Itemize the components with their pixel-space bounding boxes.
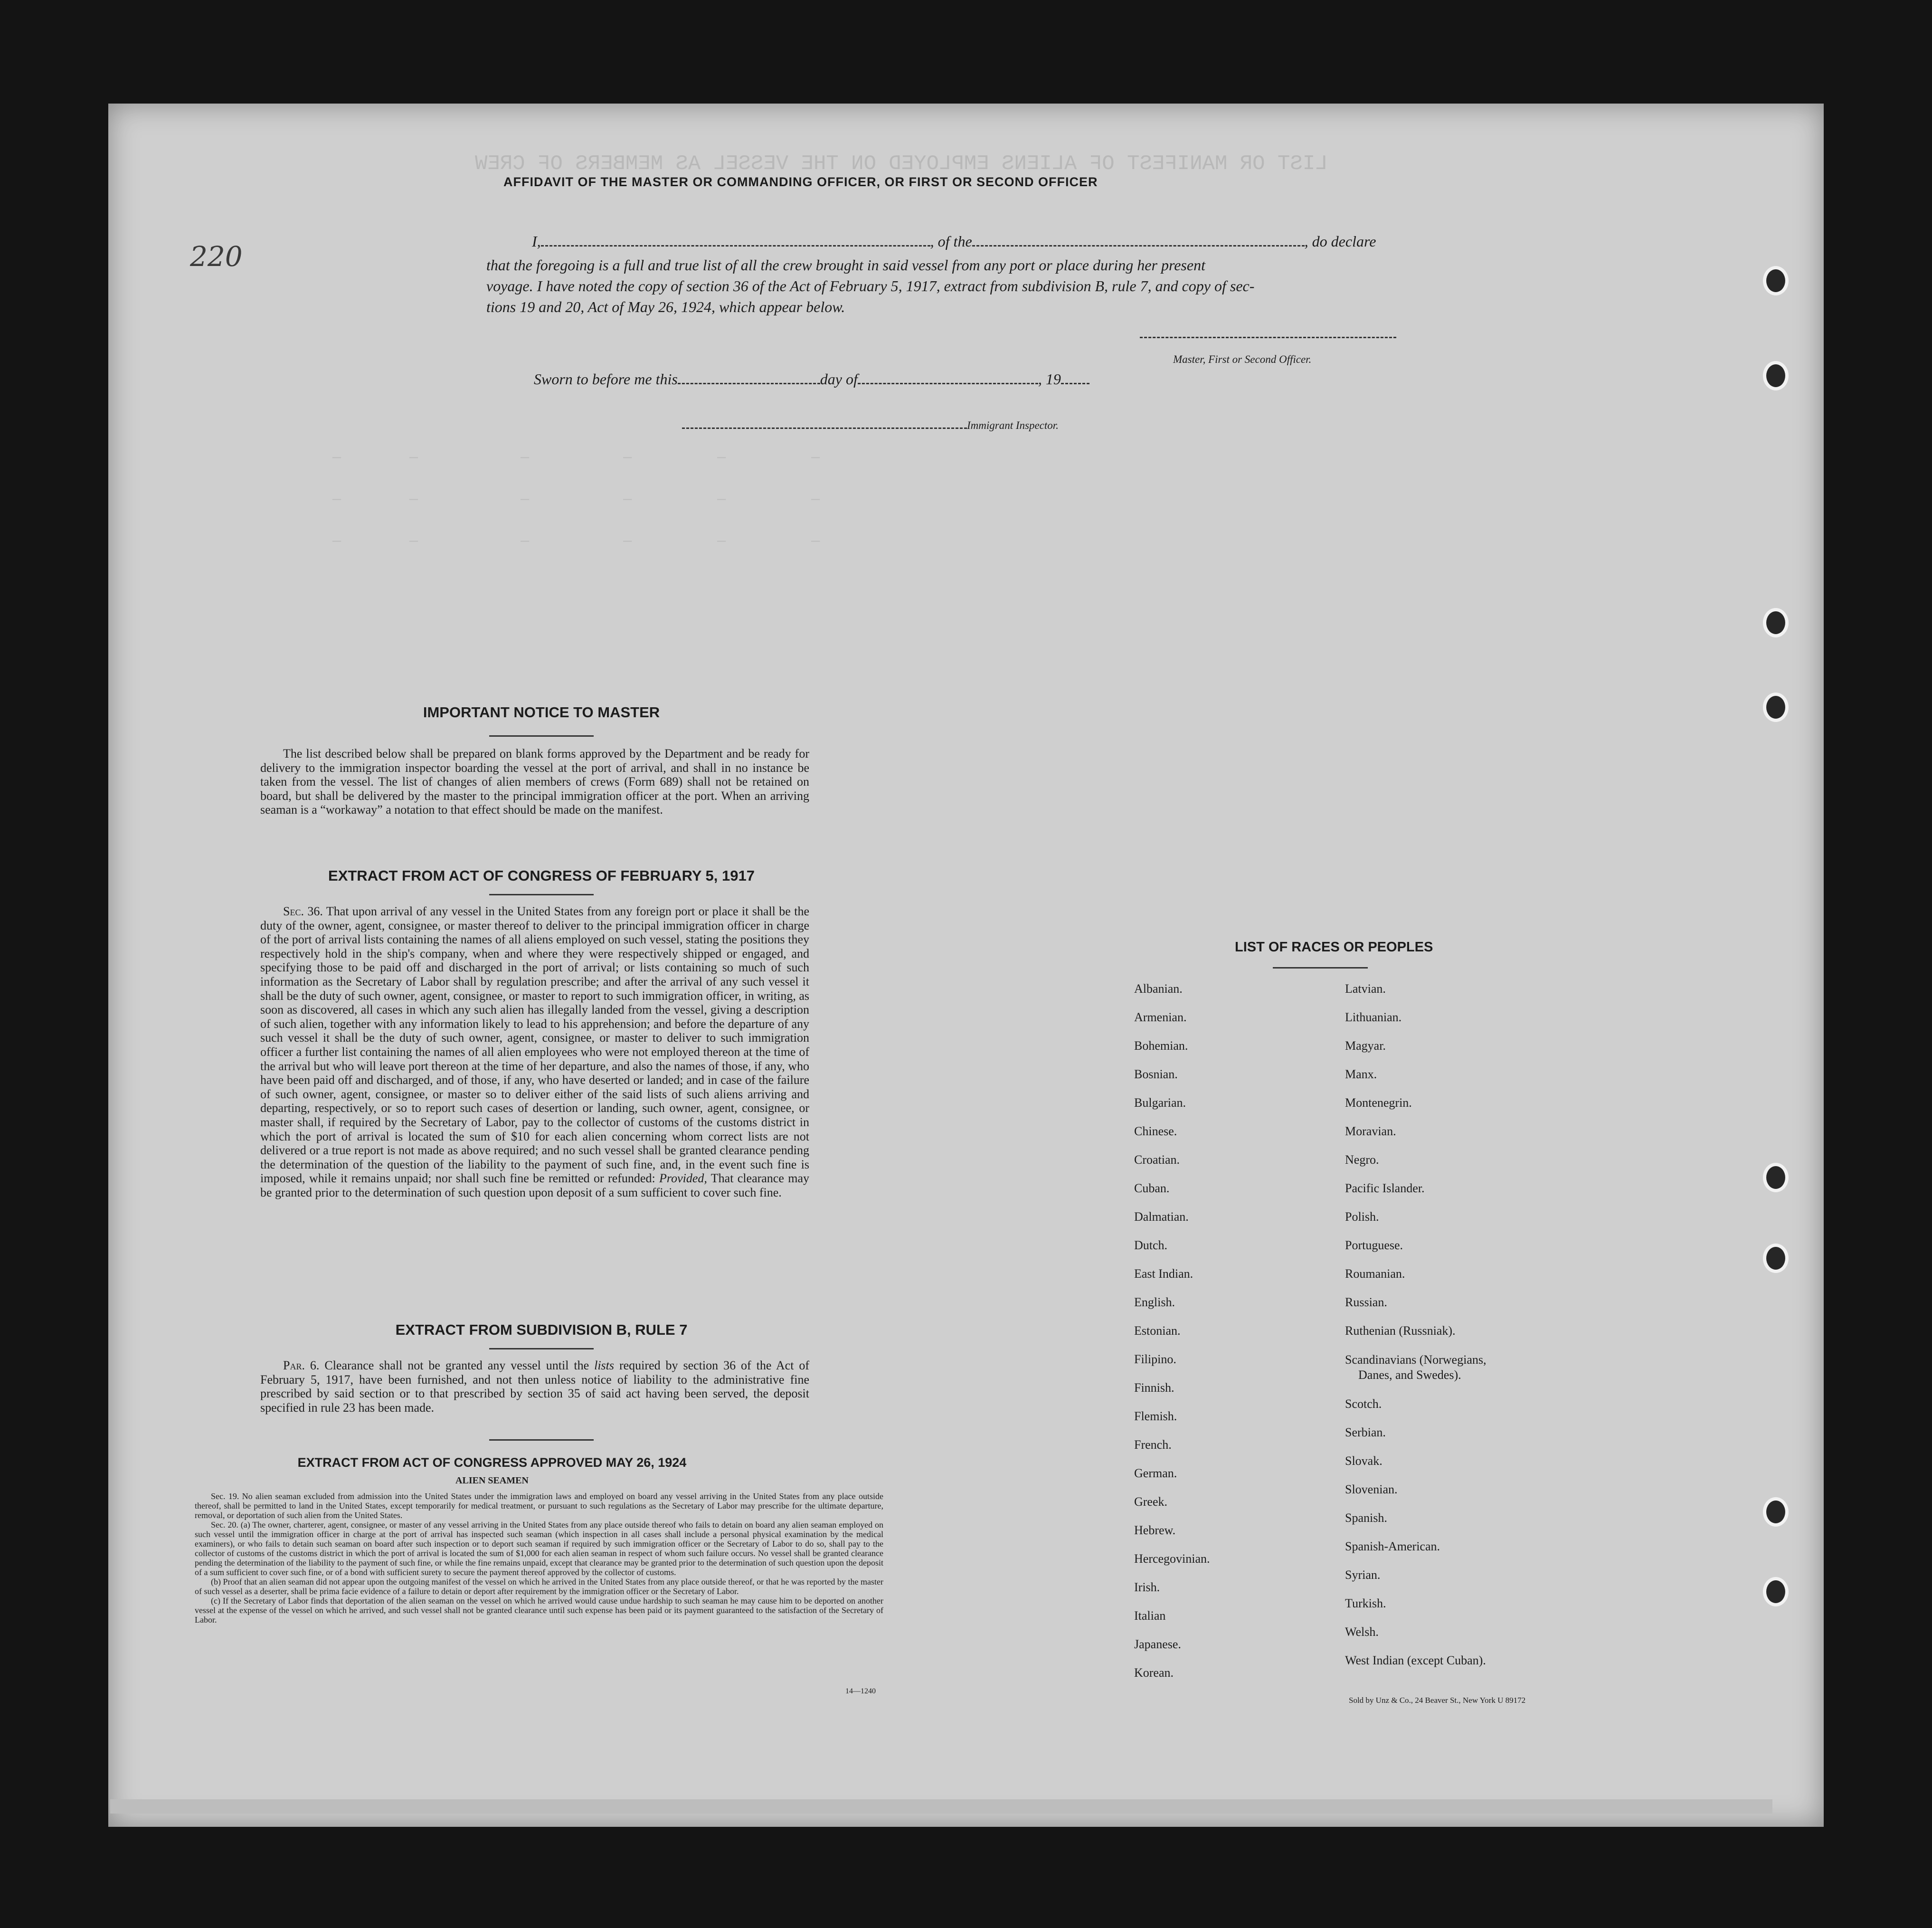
affidavit-declare: , do declare xyxy=(1304,233,1376,250)
race-item: Magyar. xyxy=(1345,1039,1386,1053)
punch-hole xyxy=(1763,1244,1789,1273)
race-item: Manx. xyxy=(1345,1067,1377,1081)
punch-hole xyxy=(1763,1497,1789,1527)
race-item: Latvian. xyxy=(1345,982,1386,996)
race-item: Cuban. xyxy=(1134,1181,1170,1195)
act1924-title: EXTRACT FROM ACT OF CONGRESS APPROVED MAY 26, 1924 xyxy=(297,1455,687,1470)
punch-hole xyxy=(1763,693,1789,722)
race-item: Slovak. xyxy=(1345,1454,1383,1468)
race-item: Slovenian. xyxy=(1345,1482,1398,1496)
race-item: Scandinavians (Norwegians, xyxy=(1345,1353,1487,1367)
inspector-signature-line[interactable] xyxy=(682,427,967,429)
notice-text xyxy=(260,747,809,817)
race-item: Negro. xyxy=(1345,1153,1379,1167)
act1924-subtitle: ALIEN SEAMEN xyxy=(455,1475,529,1486)
race-item: Dalmatian. xyxy=(1134,1210,1189,1224)
race-item: Armenian. xyxy=(1134,1010,1187,1024)
race-item: Irish. xyxy=(1134,1580,1160,1594)
race-item: Spanish-American. xyxy=(1345,1539,1440,1553)
race-item: Bosnian. xyxy=(1134,1067,1178,1081)
race-item: Dutch. xyxy=(1134,1238,1168,1252)
race-item: Russian. xyxy=(1345,1295,1387,1309)
act1924-sec20c: (c) If the Secretary of Labor finds that deportation of the alien seaman on the vessel on which he arrived would cause undue hardship to such seaman he may cause him to be deported on another vessel at the expense of the vessel on which he arrived, and such vessel shall not be granted clearance until such expense has been paid or its payment guaranteed to the satisfaction of the Secretary of Labor. xyxy=(195,1596,883,1624)
race-item: Portuguese. xyxy=(1345,1238,1403,1252)
race-item: Lithuanian. xyxy=(1345,1010,1402,1024)
race-item: Polish. xyxy=(1345,1210,1379,1224)
race-item: Filipino. xyxy=(1134,1352,1176,1366)
sworn-line xyxy=(534,370,1089,388)
rule7-text xyxy=(260,1358,809,1415)
punch-hole xyxy=(1763,608,1789,637)
day-of-text: day of xyxy=(820,370,858,388)
rule7-body-b: required by section 36 of the Act of February 5, 1917, have been furnished, and not then unless notice of liability to the administrative fine prescribed by said section or to that prescribed by section 35 of said act having been served, the deposit specified in rule 23 has been made. xyxy=(260,1358,810,1415)
races-column-1 xyxy=(1134,975,1210,1687)
affidavit-line2: that the foregoing is a full and true list of all the crew brought in said vessel from any port or place during her present xyxy=(486,256,1205,274)
notice-title: IMPORTANT NOTICE TO MASTER xyxy=(423,704,660,721)
rule7-par-label: Par. 6. xyxy=(283,1358,320,1372)
races-column-2 xyxy=(1345,975,1486,1675)
vessel-field[interactable] xyxy=(972,245,1305,247)
inspector-caption: Immigrant Inspector. xyxy=(967,419,1059,431)
race-item: Ruthenian (Russniak). xyxy=(1345,1324,1456,1338)
rule7-body-a: Clearance shall not be granted any vessel until the xyxy=(324,1358,589,1372)
race-item: Welsh. xyxy=(1345,1625,1379,1639)
race-item: Hercegovinian. xyxy=(1134,1552,1210,1566)
page-edge xyxy=(110,1799,1772,1814)
bleed-through-rows: — — — — — — — — — — — — — — — — — — xyxy=(332,450,820,550)
act1917-sec-label: Sec. 36. xyxy=(283,904,323,918)
month-field[interactable] xyxy=(858,383,1038,384)
race-item: German. xyxy=(1134,1466,1177,1480)
affidavit-of-the: , of the xyxy=(930,233,972,250)
race-item: Estonian. xyxy=(1134,1324,1181,1338)
affidavit-line3: voyage. I have noted the copy of section 36 of the Act of February 5, 1917, extract from subdivision B, rule 7, and copy of sec- xyxy=(486,277,1255,294)
punch-hole xyxy=(1763,266,1789,295)
sworn-text: Sworn to before me this xyxy=(534,370,678,388)
inspector-line xyxy=(682,415,1059,433)
race-item: Serbian. xyxy=(1345,1425,1386,1439)
race-item: Hebrew. xyxy=(1134,1523,1176,1537)
divider xyxy=(1273,967,1368,969)
rule7-title: EXTRACT FROM SUBDIVISION B, RULE 7 xyxy=(395,1321,688,1338)
act1917-provided: Provided, xyxy=(659,1171,707,1186)
race-item: Greek. xyxy=(1134,1495,1168,1509)
affidavit-line4: tions 19 and 20, Act of May 26, 1924, which appear below. xyxy=(486,298,845,315)
race-item: French. xyxy=(1134,1438,1172,1452)
year-text: , 19 xyxy=(1038,370,1061,388)
race-item: Bulgarian. xyxy=(1134,1096,1186,1110)
races-title: LIST OF RACES OR PEOPLES xyxy=(1235,940,1433,955)
year-field[interactable] xyxy=(1061,383,1089,384)
race-item: Flemish. xyxy=(1134,1409,1177,1423)
day-field[interactable] xyxy=(678,383,820,384)
race-item: Finnish. xyxy=(1134,1381,1174,1395)
punch-hole xyxy=(1763,1577,1789,1606)
divider xyxy=(489,1348,594,1349)
master-signature-line[interactable] xyxy=(1140,335,1396,338)
rule7-lists: lists xyxy=(594,1358,615,1372)
act1924-sec20a: Sec. 20. (a) The owner, charterer, agent, consignee, or master of any vessel arriving in the United States from any place outside thereof who fails to detain on board any alien seaman employed on such vessel until the immigration officer in charge at the port of arrival has inspected such seaman (which inspection in all cases shall include a personal physical examination by the medical examiners), or who fails to detain such seaman on board after such inspection or to deport such seaman if required by such immigration officer or the Secretary of Labor to do so, shall pay to the collector of customs of the customs district in which the port of arrival is located the sum of $1,000 for each alien seaman in respect of whom such failure occurs. No vessel shall be granted clearance pending the determination of the liability to the payment of such fine, or while the fine remains unpaid, except that clearance may be granted prior to the determination of such question upon the deposit of a sum sufficient to cover such fine, or of a bond with sufficient surety to secure the payment thereof approved by the collector of customs. xyxy=(195,1520,883,1577)
race-item: English. xyxy=(1134,1295,1175,1309)
race-item: West Indian (except Cuban). xyxy=(1345,1653,1486,1667)
act1917-body: That upon arrival of any vessel in the United States from any foreign port or place it shall be the duty of the owner, agent, consignee, or master thereof to deliver to the principal immigration officer in charge of the port of arrival lists containing the names of all aliens employed on such vessel, stating the positions they respectively hold in the ship's company, when and where they were respectively shipped or engaged, and specifying those to be paid off and discharged in the port of arrival; or lists containing so much of such information as the Secretary of Labor shall by regulation prescribe; and after the arrival of any such vessel it shall be the duty of such owner, agent, consignee, or master to report to such immigration officer, in writing, as soon as discovered, all cases in which any such alien has illegally landed from the vessel, giving a description of such alien, together with any information likely to lead to his apprehension; and before the departure of any such vessel it shall be the duty of such owner, agent, consignee, or master to deliver to such immigration officer a further list containing the names of all alien employees who were not employed thereon at the time of the arrival but who will leave port thereon at the time of her departure, and also the names of those, if any, who have been paid off and discharged, and of those, if any, who have deserted or landed; and in case of the failure of such owner, agent, consignee, or master so to deliver either of the said lists of such aliens arriving and departing, respectively, or so to report such cases of desertion or landing, such owner, agent, consignee, or master shall, if required by the Secretary of Labor, pay to the collector of customs of the customs district in which the port of arrival is located the sum of $10 for each alien concerning whom correct lists are not delivered or a true report is not made as above required; and no such vessel shall be granted clearance pending the determination of the question of the liability to the payment of such fine, and, in the event such fine is imposed, while it remains unpaid; nor shall such fine be remitted or refunded: xyxy=(260,904,810,1186)
sold-by-imprint: Sold by Unz & Co., 24 Beaver St., New York U 89172 xyxy=(1349,1696,1526,1705)
handwritten-page-number: 220 xyxy=(190,240,243,273)
race-item: Danes, and Swedes). xyxy=(1358,1368,1461,1382)
divider xyxy=(489,894,594,895)
race-item: Chinese. xyxy=(1134,1124,1177,1138)
affidavit-title: AFFIDAVIT OF THE MASTER OR COMMANDING OFFICER, OR FIRST OR SECOND OFFICER xyxy=(503,175,1098,189)
race-item: Roumanian. xyxy=(1345,1267,1405,1281)
race-item: Croatian. xyxy=(1134,1153,1180,1167)
race-item: Moravian. xyxy=(1345,1124,1396,1138)
form-code: 14—1240 xyxy=(845,1687,876,1695)
race-item: Scotch. xyxy=(1345,1397,1382,1411)
race-item: Italian xyxy=(1134,1609,1166,1623)
race-item: Albanian. xyxy=(1134,982,1183,996)
race-item: Turkish. xyxy=(1345,1596,1386,1610)
race-item: Syrian. xyxy=(1345,1568,1381,1582)
act1917-provided-text: That clearance may be granted prior to the determination of such question upon deposit of a sum sufficient to cover such fine. xyxy=(260,1171,810,1199)
race-item: Pacific Islander. xyxy=(1345,1181,1425,1195)
bleed-through-header: LIST OR MANIFEST OF ALIENS EMPLOYED ON THE VESSEL AS MEMBERS OF CREW xyxy=(475,152,1328,176)
affidavit-line1 xyxy=(532,233,1376,250)
act1924-text xyxy=(195,1491,883,1624)
notice-body: The list described below shall be prepared on blank forms approved by the Department and be ready for delivery to the immigration inspector boarding the vessel at the port of arrival, and shall in no instance be taken from the vessel. The list of changes of alien members of crews (Form 689) shall not be retained on board, but shall be delivered by the master to the principal immigration officer at the port. When an arriving seaman is a “workaway” a notation to that effect should be made on the manifest. xyxy=(260,747,809,817)
act1917-text xyxy=(260,904,809,1199)
race-item: Montenegrin. xyxy=(1345,1096,1412,1110)
affidavit-i: I, xyxy=(532,233,541,250)
race-item: Bohemian. xyxy=(1134,1039,1188,1053)
punch-hole xyxy=(1763,361,1789,390)
race-item: Spanish. xyxy=(1345,1511,1387,1525)
act1917-title: EXTRACT FROM ACT OF CONGRESS OF FEBRUARY 5, 1917 xyxy=(328,867,755,884)
act1924-sec20b: (b) Proof that an alien seaman did not appear upon the outgoing manifest of the vessel on which he arrived in the United States from any place outside thereof, or that he was reported by the master of such vessel as a deserter, shall be prima facie evidence of a failure to detain or deport after requirement by the immigration officer or the Secretary of Labor. xyxy=(195,1577,883,1596)
race-item: Japanese. xyxy=(1134,1637,1181,1651)
divider xyxy=(489,1439,594,1441)
punch-hole xyxy=(1763,1163,1789,1192)
name-field[interactable] xyxy=(541,245,930,247)
act1924-sec19: Sec. 19. No alien seaman excluded from admission into the United States under the immigration laws and employed on board any vessel arriving in the United States from any place outside thereof, shall be permitted to land in the United States, except temporarily for medical treatment, or pursuant to such regulations as the Secretary of Labor may prescribe for the ultimate departure, removal, or deportation of such alien from the United States. xyxy=(195,1491,883,1520)
race-item: Korean. xyxy=(1134,1666,1174,1680)
race-item: East Indian. xyxy=(1134,1267,1193,1281)
master-caption: Master, First or Second Officer. xyxy=(1173,353,1312,365)
divider xyxy=(489,735,594,737)
